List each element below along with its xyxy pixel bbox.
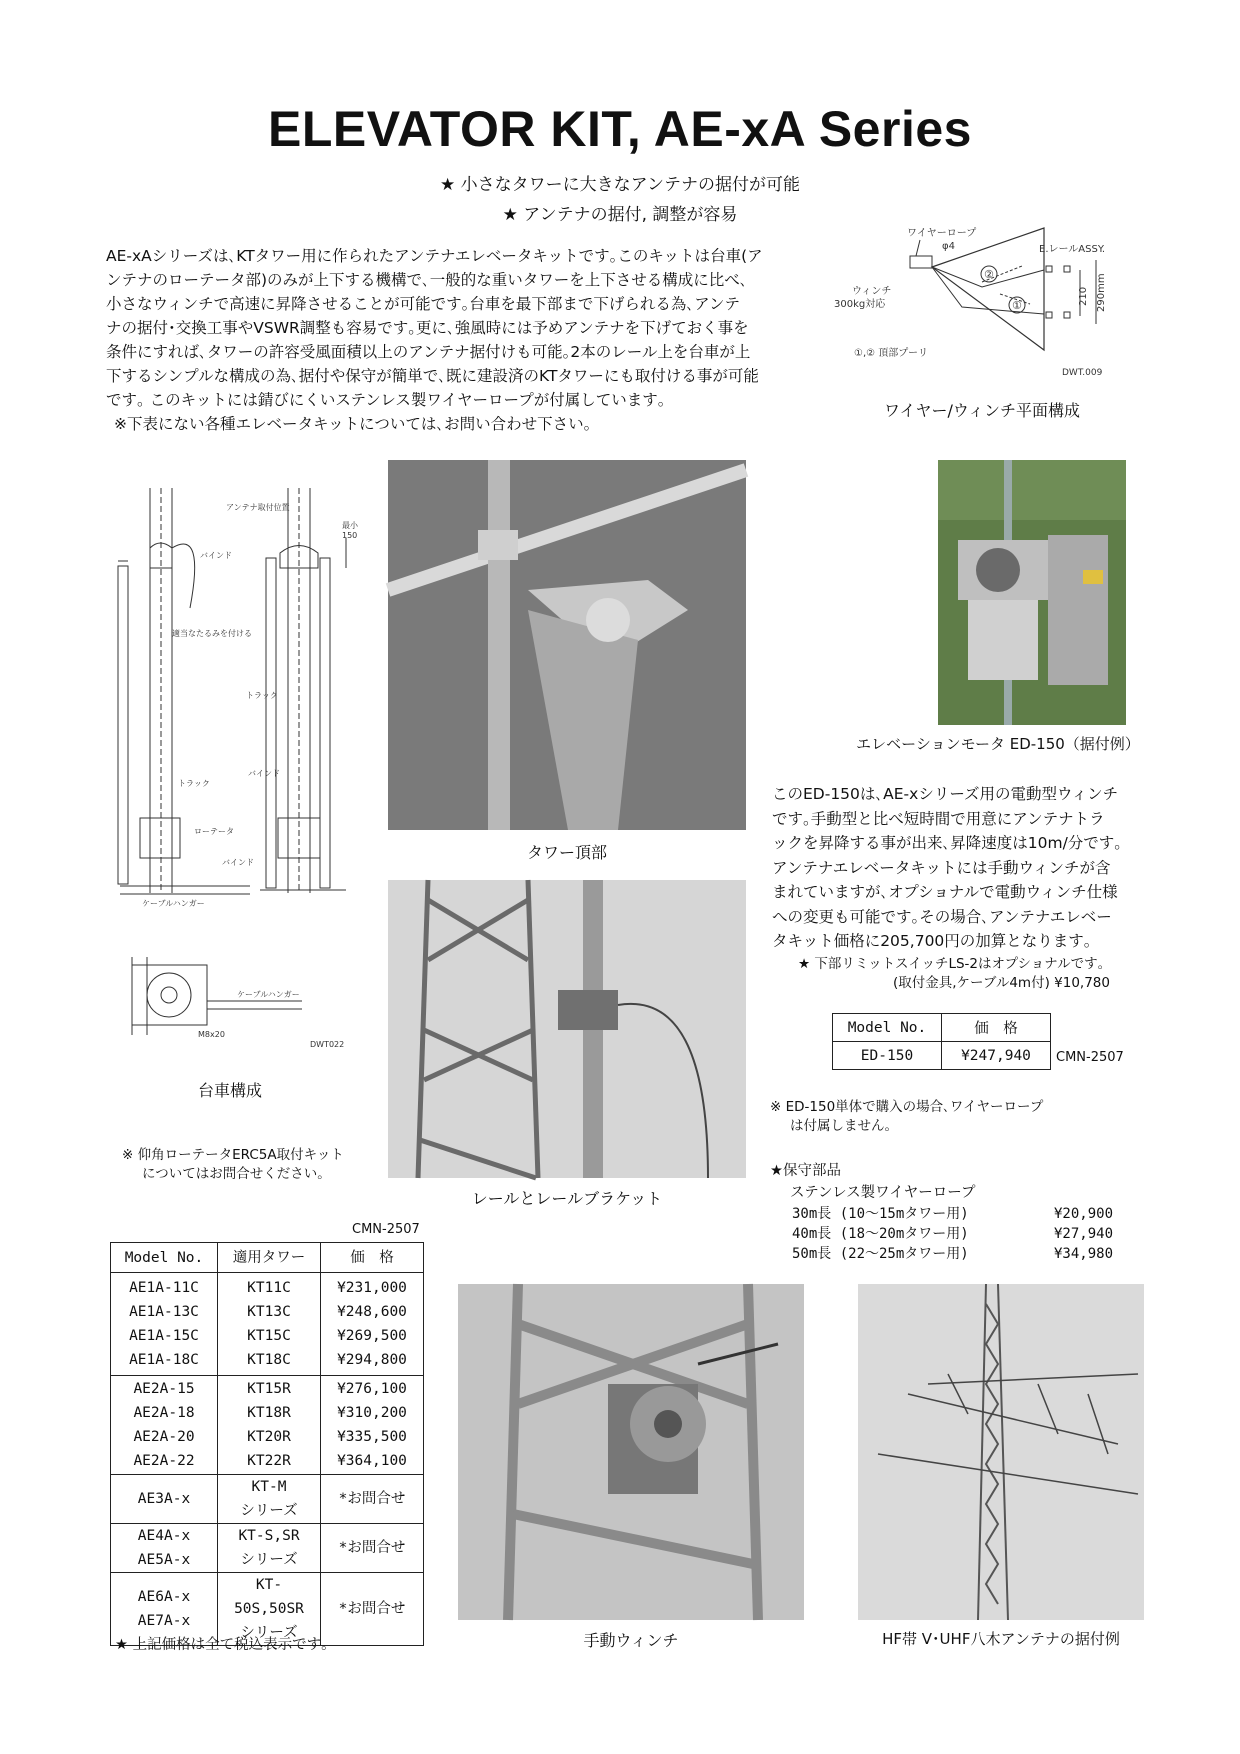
manual-winch-photo [458, 1284, 804, 1620]
bind-label-1: バインド [200, 551, 232, 560]
intro-line: ナの据付･交換工事やVSWR調整も容易です｡更に､強風時には予めアンテナを下げておく事を [106, 319, 749, 337]
antenna-position-label: アンテナ取付位置 [226, 503, 290, 512]
bind-label-3: バインド [222, 858, 254, 867]
dim-290-label: 290mm [1096, 273, 1107, 312]
table-cell: *お問合せ [321, 1475, 424, 1524]
dim-210-label: 210 [1078, 286, 1089, 306]
antenna-example-caption: HF帯 V･UHF八木アンテナの据付例 [882, 1630, 1120, 1648]
cable-hanger-label: ケーブルハンガー [142, 899, 205, 908]
ed150-line: このED-150は､AE-xシリーズ用の電動型ウィンチ [772, 785, 1119, 803]
model-no: AE2A-15 [133, 1381, 195, 1397]
ed150-line: まれていますが､オプショナルで電動ウィンチ仕様 [772, 883, 1118, 901]
price: ¥364,100 [337, 1453, 407, 1469]
table-cell [218, 1524, 321, 1573]
table-cell [321, 1376, 424, 1475]
slack-label: 適当なたるみを付ける [172, 629, 252, 638]
table-cell: ¥247,940 [942, 1042, 1051, 1070]
note-line: ※ ED-150単体で購入の場合､ワイヤーロープ [770, 1099, 1044, 1115]
limit-switch-note [798, 955, 1158, 993]
table-header: 価 格 [942, 1014, 1051, 1042]
table-cell: *お問合せ [321, 1524, 424, 1573]
tower: KT-M [251, 1479, 287, 1495]
part-price: ¥27,940 [1054, 1226, 1114, 1242]
tower: シリーズ [240, 1625, 298, 1641]
min-value-label: 150 [342, 531, 358, 540]
list-item [770, 1224, 1150, 1244]
wire-rope-label: ワイヤーロープ [907, 228, 977, 239]
table-cell [218, 1376, 321, 1475]
tower: KT22R [247, 1453, 291, 1469]
intro-line: ※下表にない各種エレベータキットについては､お問い合わせ下さい｡ [114, 415, 592, 433]
price: ¥335,500 [337, 1429, 407, 1445]
table-cell: *お問合せ [321, 1573, 424, 1646]
price: ¥231,000 [337, 1280, 407, 1296]
model-no: AE2A-22 [133, 1453, 195, 1469]
tower: KT18R [247, 1405, 291, 1421]
model-no: AE7A-x [137, 1613, 191, 1629]
ed150-line: です｡手動型と比べ短時間で用意にアンテナトラ [772, 809, 1105, 828]
antenna-example-photo [858, 1284, 1144, 1620]
motor-photo [938, 460, 1126, 725]
table-cell [111, 1273, 218, 1376]
pulley-note: ①,② 頂部プーリ [854, 348, 928, 359]
tagline-2: ★ アンテナの据付, 調整が容易 [502, 205, 738, 225]
part-price: ¥20,900 [1054, 1206, 1114, 1222]
intro-line: 条件にすれば､タワーの許容受風面積以上のアンテナ据付けも可能｡2本のレール上を台車が上 [106, 343, 751, 361]
cable-hanger-top-label: ケーブルハンガー [237, 990, 300, 999]
tower-top-caption: タワー頂部 [526, 843, 607, 862]
part-name: 40m長 (18～20mタワー用) [792, 1226, 969, 1242]
intro-line: 下するシンプルな構成の為､据付や保守が簡単で､既に建設済のKTタワーにも取付ける事が可能 [106, 367, 759, 385]
winch-label: ウィンチ [852, 286, 892, 297]
ed150-description [772, 782, 1152, 954]
intro-text [106, 244, 806, 436]
cart-diagram-caption: 台車構成 [197, 1081, 262, 1100]
elevator-kit-price-table [110, 1242, 424, 1646]
table-header: Model No. [833, 1014, 942, 1042]
tower: KT18C [247, 1352, 291, 1368]
price: ¥276,100 [337, 1381, 407, 1397]
rail-bracket-caption: レールとレールブラケット [471, 1189, 663, 1208]
tagline-1: ★ 小さなタワーに大きなアンテナの据付が可能 [440, 175, 800, 195]
model-no: AE5A-x [137, 1552, 191, 1568]
tower: KT15C [247, 1328, 291, 1344]
tower: KT20R [247, 1429, 291, 1445]
tower: KT13C [247, 1304, 291, 1320]
note-line: ★ 下部リミットスイッチLS-2はオプショナルです｡ [798, 956, 1105, 972]
tower: シリーズ [240, 1503, 298, 1519]
track-label-1: トラック [246, 691, 278, 700]
ed150-line: アンテナエレベータキットには手動ウィンチが含 [772, 858, 1111, 877]
tower-top-photo [388, 460, 746, 830]
min-label: 最小 [342, 521, 358, 530]
bolt-label: M8x20 [198, 1030, 225, 1039]
tower: シリーズ [240, 1552, 298, 1568]
table-cell: ED-150 [833, 1042, 942, 1070]
cart-side-diagram [110, 488, 380, 908]
model-no: AE1A-18C [129, 1352, 199, 1368]
pulley-1-label: ① [1012, 299, 1022, 312]
wire-phi-label: φ4 [942, 241, 955, 252]
cart-diagram-code: DWT022 [310, 1040, 345, 1049]
note-line: ※ 仰角ローテータERC5A取付キット [122, 1147, 344, 1163]
ed150-table-code: CMN-2507 [1056, 1050, 1124, 1065]
note-line: についてはお問合せください｡ [142, 1166, 324, 1182]
table-cell [218, 1475, 321, 1524]
ed150-line: ックを昇降する事が出来､昇降速度は10m/分です｡ [772, 834, 1123, 852]
wire-diagram-caption: ワイヤー/ウィンチ平面構成 [884, 401, 1080, 420]
ed150-line: への変更も可能です｡その場合､アンテナエレベー [772, 907, 1112, 926]
list-item [770, 1204, 1150, 1224]
cart-top-diagram [112, 945, 345, 1055]
table-cell [218, 1273, 321, 1376]
table-header: 価 格 [321, 1243, 424, 1273]
winch-capacity-label: 300kg対応 [834, 299, 886, 310]
price: ¥269,500 [337, 1328, 407, 1344]
maintenance-parts [770, 1160, 1150, 1264]
manual-winch-caption: 手動ウィンチ [583, 1631, 679, 1650]
list-item [770, 1244, 1150, 1264]
main-table-code: CMN-2507 [352, 1222, 420, 1237]
wire-rope-note [770, 1098, 1150, 1136]
table-cell [321, 1273, 424, 1376]
rail-assy-label: E.レールASSY. [1039, 244, 1106, 255]
note-line: は付属しません｡ [790, 1118, 892, 1134]
part-name: 50m長 (22～25mタワー用) [792, 1246, 969, 1262]
model-no: AE2A-18 [133, 1405, 195, 1421]
price: ¥310,200 [337, 1405, 407, 1421]
intro-line: 小さなウィンチで高速に昇降させることが可能です｡台車を最下部まで下げられる為､アンテ [106, 295, 740, 313]
parts-subheading: ステンレス製ワイヤーロープ [790, 1185, 976, 1201]
price-footnote: ★ 上記価格は全て税込表示です｡ [115, 1637, 329, 1653]
model-no: AE1A-13C [129, 1304, 199, 1320]
motor-caption: エレベーションモータ ED-150（据付例） [856, 735, 1140, 753]
note-line: (取付金具,ケーブル4m付) ¥10,780 [893, 975, 1110, 991]
diagram-code: DWT.009 [1062, 368, 1103, 378]
price: ¥248,600 [337, 1304, 407, 1320]
rotator-label: ローテータ [194, 827, 234, 836]
intro-line: ンテナのローテータ部)のみが上下する機構で､一般的な重いタワーを上下させる構成に比べ､ [106, 271, 748, 289]
table-header: Model No. [111, 1243, 218, 1273]
intro-line: です｡ このキットには錆びにくいステンレス製ワイヤーロープが付属しています｡ [106, 391, 666, 409]
wire-winch-diagram [832, 222, 1132, 387]
model-no: AE1A-15C [129, 1328, 199, 1344]
ed150-price-table [832, 1013, 1051, 1070]
page-title: ELEVATOR KIT, AE-xA Series [268, 101, 972, 157]
rail-bracket-photo [388, 880, 746, 1178]
table-header: 適用タワー [218, 1243, 321, 1273]
tower: KT11C [247, 1280, 291, 1296]
table-cell [111, 1376, 218, 1475]
tower: KT-50S,50SR [234, 1577, 304, 1617]
intro-line: AE-xAシリーズは､KTタワー用に作られたアンテナエレベータキットです｡このキットは台車(ア [106, 247, 763, 265]
part-name: 30m長 (10～15mタワー用) [792, 1206, 969, 1222]
ed150-line: タキット価格に205,700円の加算となります｡ [772, 932, 1092, 950]
tower: KT-S,SR [238, 1528, 300, 1544]
model-no: AE4A-x [137, 1528, 191, 1544]
part-price: ¥34,980 [1054, 1246, 1114, 1262]
price: ¥294,800 [337, 1352, 407, 1368]
table-cell [111, 1524, 218, 1573]
model-no: AE1A-11C [129, 1280, 199, 1296]
parts-heading: ★保守部品 [770, 1163, 841, 1179]
pulley-2-label: ② [984, 268, 994, 281]
tower: KT15R [247, 1381, 291, 1397]
track-label-2: トラック [178, 779, 210, 788]
elevation-rotator-note [122, 1146, 422, 1184]
bind-label-2: バインド [248, 769, 280, 778]
model-no: AE6A-x [137, 1589, 191, 1605]
table-cell: AE3A-x [111, 1475, 218, 1524]
model-no: AE2A-20 [133, 1429, 195, 1445]
